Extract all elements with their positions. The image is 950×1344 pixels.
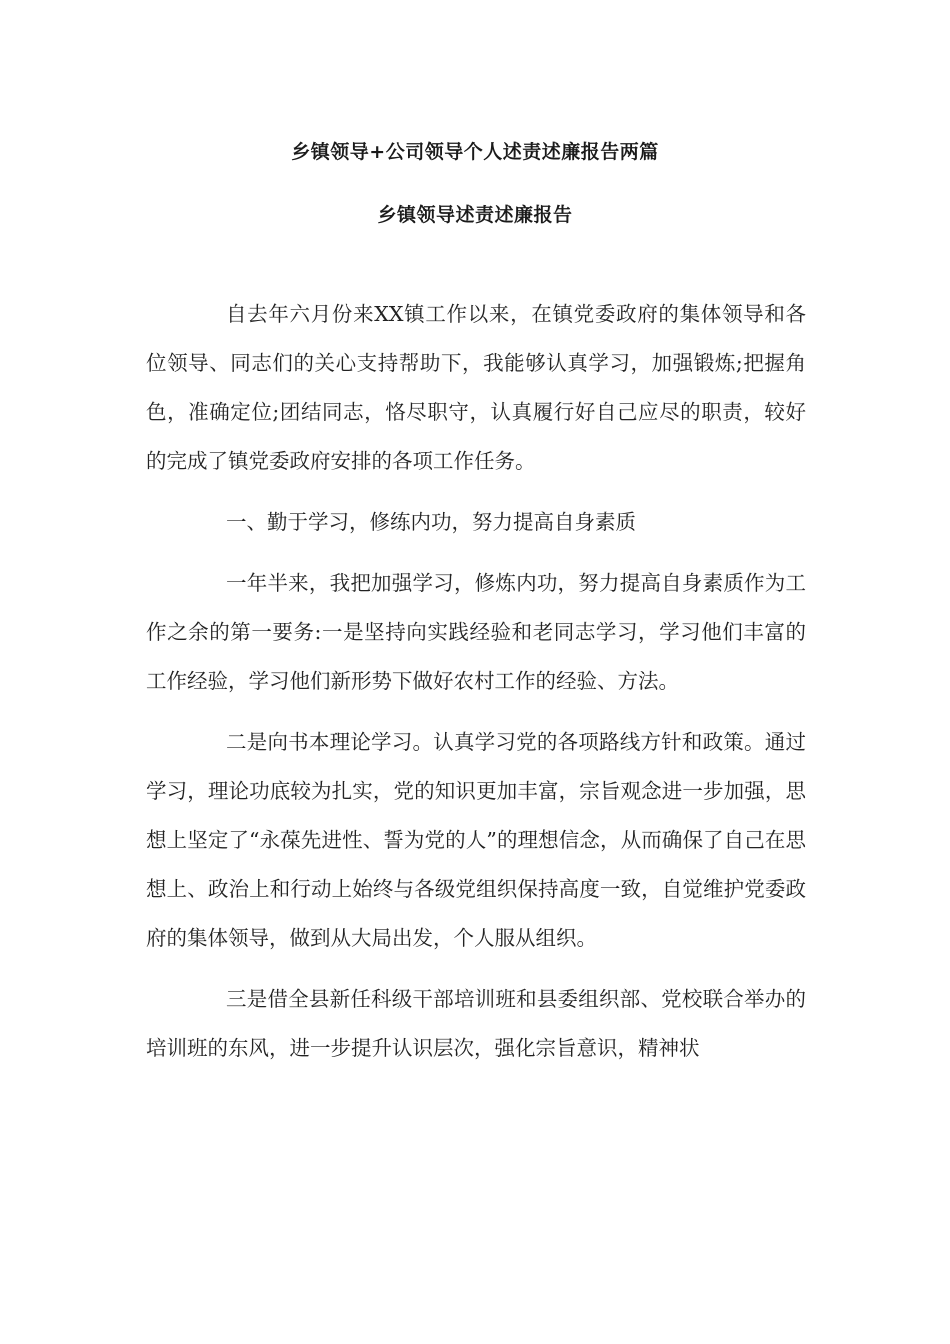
body-paragraph: 自去年六月份来XX镇工作以来，在镇党委政府的集体领导和各位领导、同志们的关心支持帮助下，我能够认真学习，加强锻炼;把握角色，准确定位;团结同志，恪尽职守，认真履行好自己应尽的职责，较好的完成了镇党委政府安排的各项工作任务。 (146, 302, 806, 473)
body-paragraph: 一年半来，我把加强学习，修炼内功，努力提高自身素质作为工作之余的第一要务:一是坚持向实践经验和老同志学习，学习他们丰富的工作经验，学习他们新形势下做好农村工作的经验、方法。 (146, 571, 806, 693)
body-paragraph: 三是借全县新任科级干部培训班和县委组织部、党校联合举办的培训班的东风，进一步提升认识层次，强化宗旨意识，精神状 (146, 987, 806, 1060)
section-heading: 一、勤于学习，修练内功，努力提高自身素质 (226, 510, 636, 534)
body-paragraph: 二是向书本理论学习。认真学习党的各项路线方针和政策。通过学习，理论功底较为扎实，党的知识更加丰富，宗旨观念进一步加强，思想上坚定了“永葆先进性、誓为党的人”的理想信念，从而确保了自己在思想上、政治上和行动上始终与各级党组织保持高度一致，自觉维护党委政府的集体领导，做到从大局出发，个人服从组织。 (146, 730, 806, 950)
document-title: 乡镇领导+公司领导个人述责述廉报告两篇 (291, 141, 659, 163)
document-subtitle: 乡镇领导述责述廉报告 (377, 204, 573, 226)
document-body (146, 290, 806, 1073)
